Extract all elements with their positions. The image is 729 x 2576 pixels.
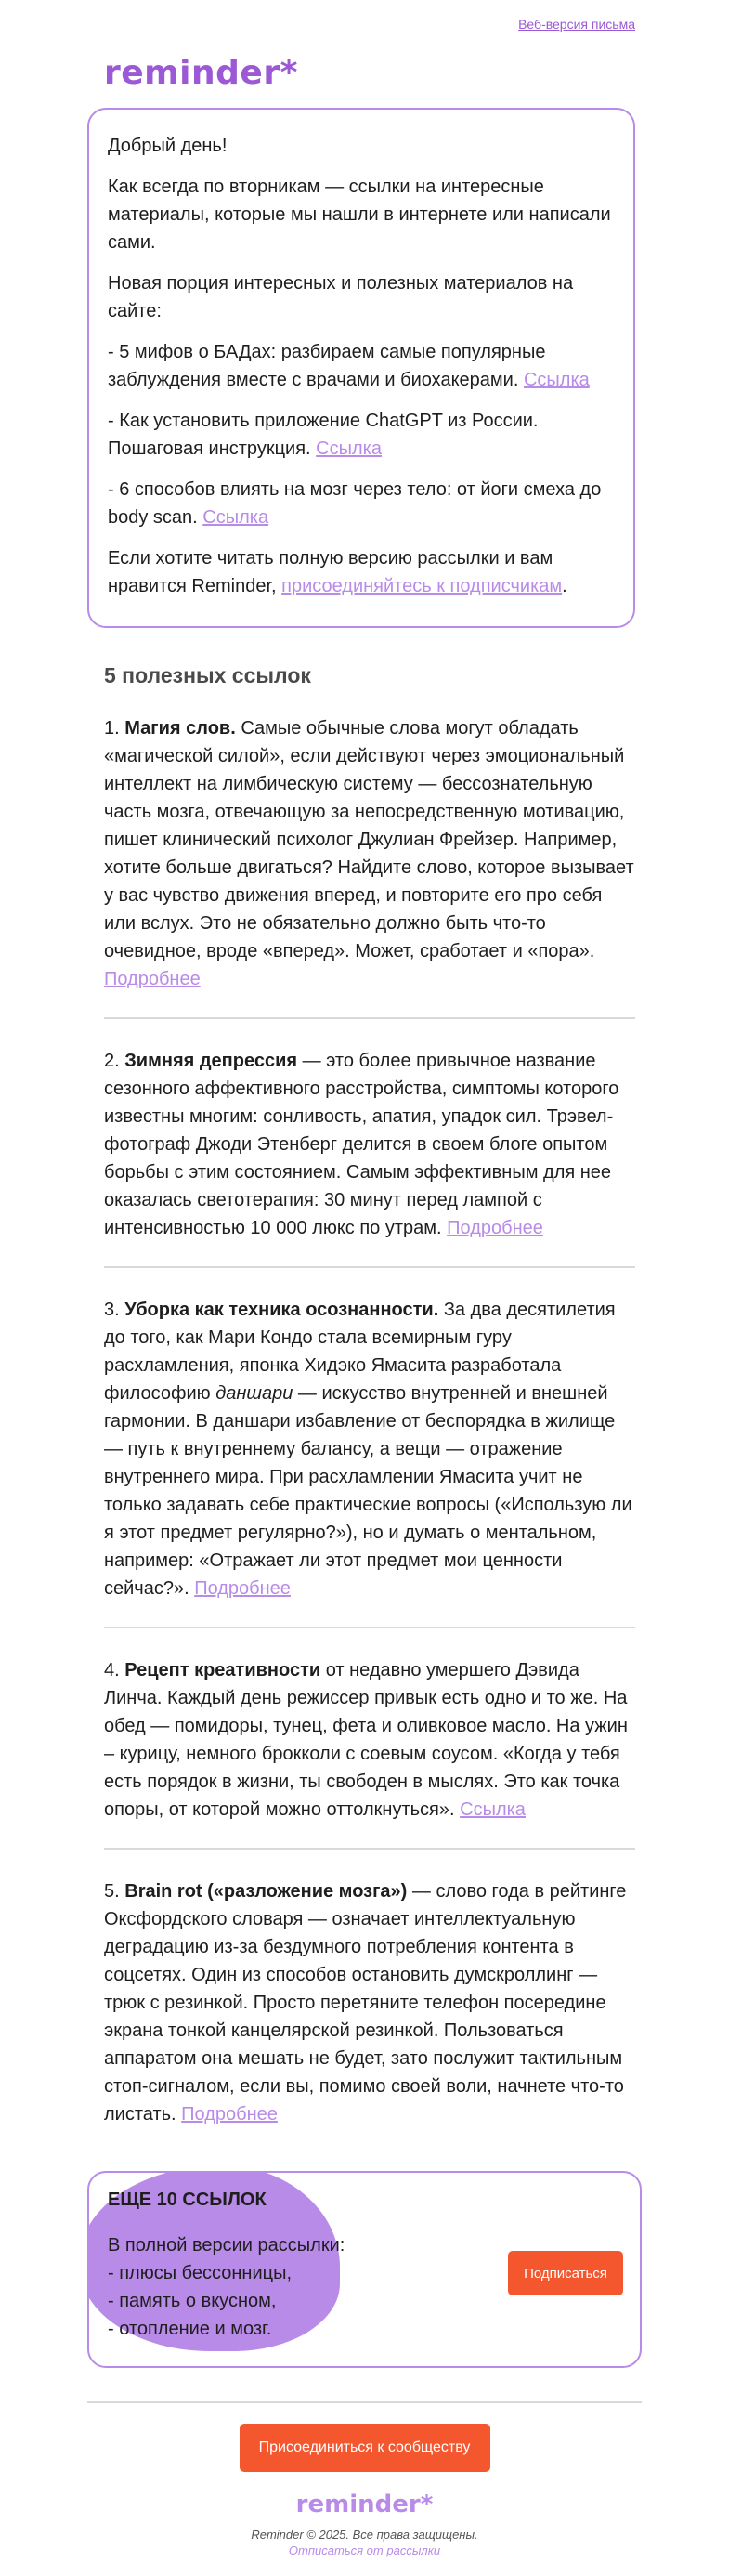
item-link[interactable]: Подробнее xyxy=(181,2104,278,2125)
more-links-title: ЕЩЕ 10 ССЫЛОК xyxy=(108,2190,267,2210)
item-link[interactable]: Подробнее xyxy=(104,969,201,989)
list-item xyxy=(104,1296,635,1628)
intro-paragraph-1: Как всегда по вторникам — ссылки на интересные материалы, которые мы нашли в интернете или написали сами. xyxy=(108,177,611,253)
intro-link[interactable]: Ссылка xyxy=(523,370,590,390)
useful-links-list xyxy=(104,714,635,2152)
more-links-card xyxy=(87,2171,642,2368)
more-links-line: В полной версии рассылки: xyxy=(108,2235,345,2256)
item-title: Уборка как техника осознанности. xyxy=(124,1300,439,1320)
web-version-link[interactable]: Веб-версия письма xyxy=(518,17,635,32)
item-body: Самые обычные слова могут обладать «магической силой», если действуют через эмоциональный интеллект на лимбическую систему — бессознательную часть мозга, отвечающую за непосредственную мотивацию, пишет клинический психолог Джулиан Фрейзер. Например, хотите больше двигаться? Найдите слово, которое вызывает у вас чувство движения вперед, и повторите его про себя или вслух. Это не обязательно должно быть что-то очевидное, вроде «вперед». Может, сработает и «пора». xyxy=(104,718,634,961)
item-number: 2. xyxy=(104,1051,120,1071)
intro-closing-punct: . xyxy=(562,576,567,596)
item-title: Магия слов. xyxy=(124,718,236,739)
item-title: Brain rot («разложение мозга») xyxy=(124,1881,408,1902)
intro-paragraph-2: Новая порция интересных и полезных материалов на сайте: xyxy=(108,273,574,321)
intro-link-item xyxy=(108,407,615,463)
item-link[interactable]: Подробнее xyxy=(194,1578,291,1599)
intro-link-text: - Как установить приложение ChatGPT из России. Пошаговая инструкция. xyxy=(108,411,539,459)
intro-link-item xyxy=(108,338,615,394)
more-links-line: - плюсы бессонницы, xyxy=(108,2263,292,2283)
intro-link-text: - 5 мифов о БАДах: разбираем самые популярные заблуждения вместе с врачами и биохакерами. xyxy=(108,342,546,390)
copyright-text: Reminder © 2025. Все права защищены. xyxy=(251,2528,478,2542)
subscribe-button[interactable]: Подписаться xyxy=(508,2251,623,2295)
intro-closing-text: Если хотите читать полную версию рассылки и вам нравится Reminder, xyxy=(108,548,553,596)
list-item xyxy=(104,1656,635,1850)
item-body: — это более привычное название сезонного аффективного расстройства, симптомы которого известны многим: сонливость, апатия, упадок сил. Трэвел-фотограф Джоди Этенберг делится в своем блоге опытом борьбы с этим состоянием. Самым эффективным для нее оказалась светотерапия: 30 минут перед лампой с интенсивностью 10 000 люкс по утрам. xyxy=(104,1051,619,1238)
list-item xyxy=(104,1877,635,2152)
list-item xyxy=(104,1047,635,1268)
intro-link[interactable]: Ссылка xyxy=(316,438,382,459)
join-community-button[interactable]: Присоединиться к сообществу xyxy=(240,2424,490,2472)
item-link[interactable]: Подробнее xyxy=(447,1218,543,1238)
list-item xyxy=(104,714,635,1019)
intro-link-text: - 6 способов влиять на мозг через тело: от йоги смеха до body scan. xyxy=(108,479,602,528)
item-body: За два десятилетия до того, как Мари Кондо стала всемирным гуру расхламления, японка Хидэко Ямасита разработала философию xyxy=(104,1300,616,1404)
header-logo-wrap xyxy=(0,37,729,108)
reminder-logo: reminder* xyxy=(104,54,298,92)
item-number: 4. xyxy=(104,1660,120,1680)
item-link[interactable]: Ссылка xyxy=(460,1799,526,1820)
more-links-line: - отопление и мозг. xyxy=(108,2319,272,2339)
join-subscribers-link[interactable]: присоединяйтесь к подписчикам xyxy=(281,576,563,596)
item-title: Рецепт креативности xyxy=(124,1660,321,1680)
item-title: Зимняя депрессия xyxy=(124,1051,298,1071)
item-number: 5. xyxy=(104,1881,120,1902)
item-body: от недавно умершего Дэвида Линча. Каждый день режиссер привык есть одно и то же. На обед — помидоры, тунец, фета и оливковое масло. На ужин – курицу, немного брокколи с соевым соусом. «Когда у тебя есть порядок в жизни, ты свободен в мыслях. Это как точка опоры, от которой можно оттолкнуться». xyxy=(104,1660,628,1820)
item-body-continued: — искусство внутренней и внешней гармонии. В даншари избавление от беспорядка в жилище — путь к внутреннему балансу, а вещи — отражение внутреннего мира. При расхламлении Ямасита учит не только задавать себе практические вопросы («Использую ли я этот предмет регулярно?»), но и думать о ментальном, например: «Отражает ли этот предмет мои ценности сейчас?». xyxy=(104,1383,632,1599)
join-wrap xyxy=(0,2403,729,2472)
footer-logo: reminder* xyxy=(295,2491,434,2518)
item-number: 3. xyxy=(104,1300,120,1320)
web-version-row xyxy=(0,0,729,37)
intro-card xyxy=(87,108,635,628)
intro-greeting: Добрый день! xyxy=(108,136,228,156)
item-number: 1. xyxy=(104,718,120,739)
intro-closing xyxy=(108,544,615,600)
footer xyxy=(0,2472,729,2559)
item-body: — слово года в рейтинге Оксфордского словаря — означает интеллектуальную деградацию из-за бездумного потребления контента в соцсетях. Один из способов остановить думскроллинг — трюк с резинкой. Просто перетяните телефон посередине экрана тонкой канцелярской резинкой. Пользоваться аппаратом она мешать не будет, зато послужит тактильным стоп-сигналом, если вы, помимо своей воли, начнете что-то листать. xyxy=(104,1881,627,2125)
more-links-line: - память о вкусном, xyxy=(108,2291,277,2311)
intro-link-item xyxy=(108,476,615,531)
intro-link[interactable]: Ссылка xyxy=(202,507,269,528)
unsubscribe-link[interactable]: Отписаться от рассылки xyxy=(288,2543,441,2557)
section-title: 5 полезных ссылок xyxy=(104,663,311,687)
item-body-emphasis: даншари xyxy=(215,1383,293,1404)
